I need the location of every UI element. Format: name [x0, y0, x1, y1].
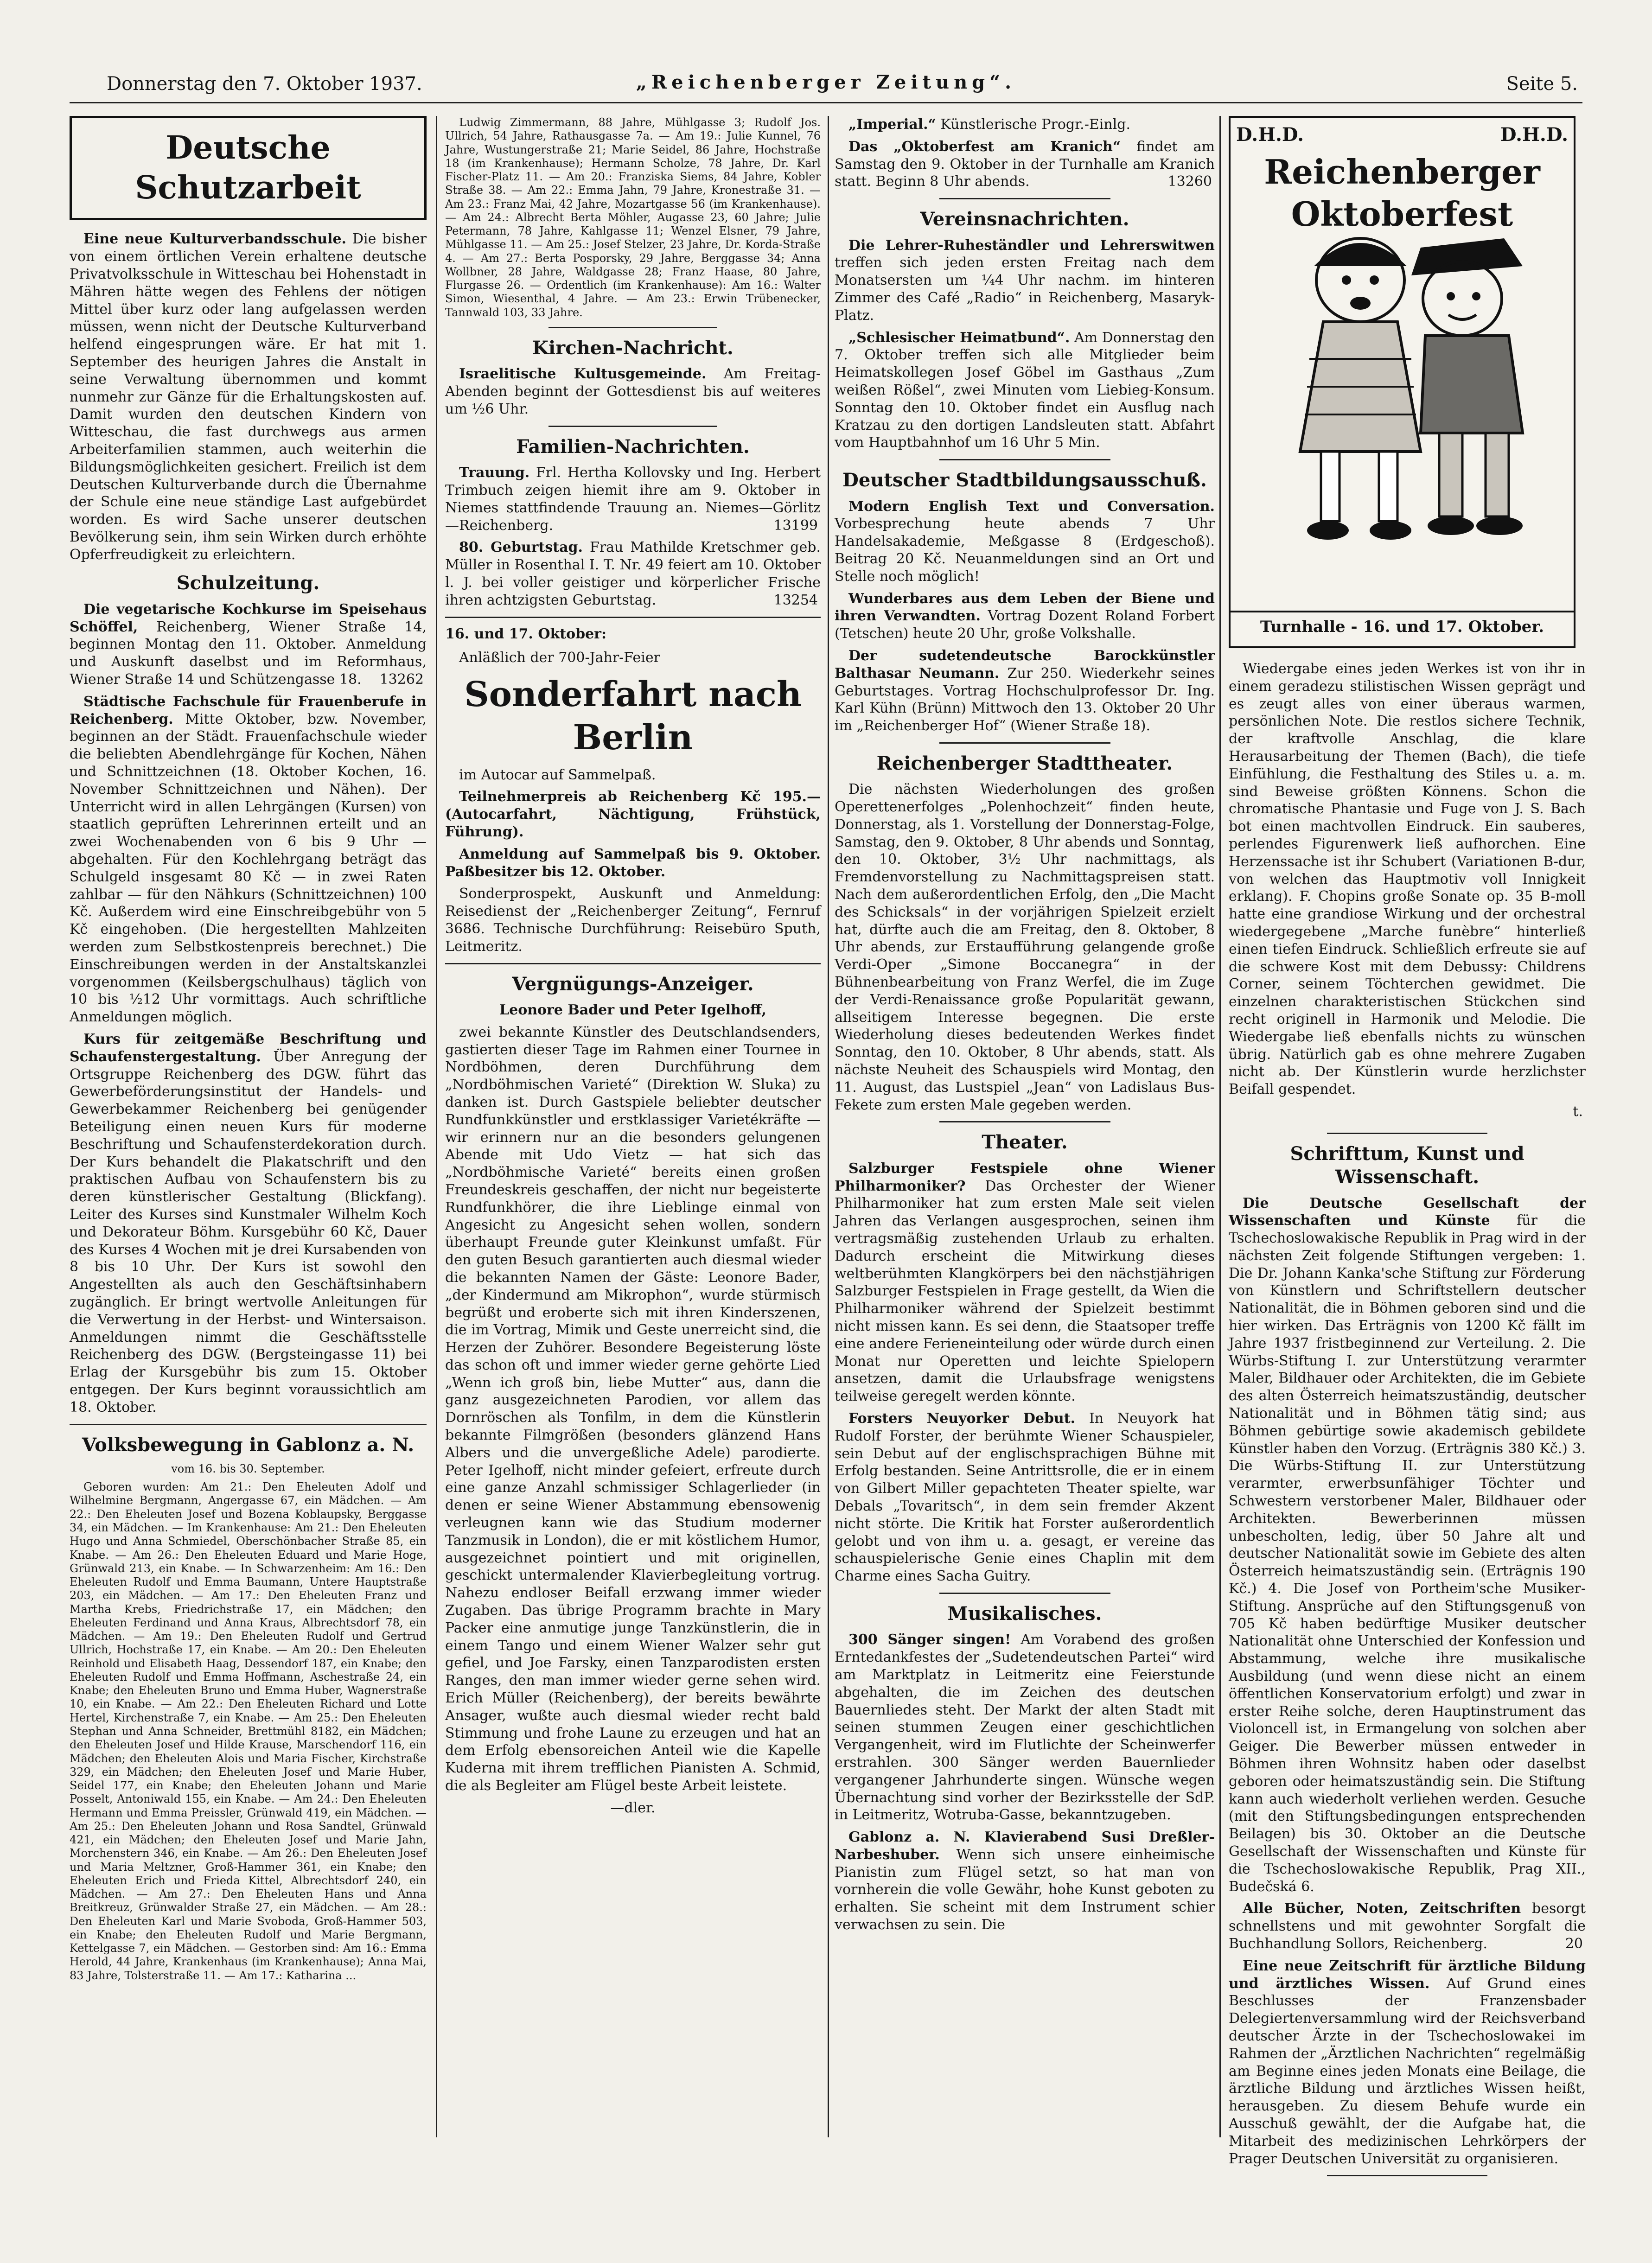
column-4 [1229, 116, 1586, 2167]
article-heimatbund: „Schlesischer Heimatbund“. Am Donnerstag den 7. Oktober treffen sich alle Mitglieder beim Heimatskollegen Josef Göbel im Gasthaus „Zum weißen Rößel“, zwei Minuten vom Liebieg-Konsum. Sonntag den 10. Oktober findet ein Ausflug nach Kratzau zu den dortigen Landsleuten statt. Abfahrt vom Hauptbahnhof um 16 Uhr 5 Min. [835, 329, 1215, 451]
heading-schulzeitung: Schulzeitung. [176, 572, 320, 594]
article-signature: —dler. [610, 1799, 656, 1816]
heading-musikalisches: Musikalisches. [947, 1602, 1102, 1625]
notice-sub: im Autocar auf Sammelpaß. [459, 766, 656, 783]
heading-vergnuegungs: Vergnügungs-Anzeiger. [512, 973, 754, 995]
article-fachschule: Städtische Fachschule für Frauenberufe in Reichenberg. Mitte Oktober, bzw. November, beginnen an der Städt. Frauenfachschule wieder die beliebten Abendlehrgänge für Kochen, Nähen und Schnittzeichnen (18. Oktober Kochen, 16. November Schnittzeichnen und Nähen). Der Unterricht wird in allen Lehrgängen (Kursen) von staatlich geprüften Lehrerinnen erteilt und an zwei Wochenabenden von 6 bis 9 Uhr — abgehalten. Für den Kochlehrgang beträgt das Schulgeld insgesamt 80 Kč — in zwei Raten zahlbar — für den Nähkurs (Schnittzeichnen) 100 Kč. Außerdem wird eine Einschreibgebühr von 5 Kč eingehoben. (Die hergestellten Mahlzeiten werden zum Selbstkostenpreis berechnet.) Die Einschreibungen werden in der Anstaltskanzlei vorgenommen (Keilsbergschulhaus) täglich von 10 bis ½12 Uhr vormittags. Auch schriftliche Anmeldungen möglich. [70, 693, 427, 1026]
volksbewegung-list: Geboren wurden: Am 21.: Den Eheleuten Adolf und Wilhelmine Bergmann, Angergasse 67, ein Mädchen. — Am 22.: Den Eheleuten Josef und Bozena Koblaupsky, Berggasse 34, ein Mädchen. — Im Krankenhause: Am 21.: Den Eheleuten Hugo und Anna Schmiedel, Oberschönbacher Straße 85, ein Knabe. — Am 26.: Den Eheleuten Eduard und Marie Hoge, Grünwald 213, ein Knabe. — In Schwarzenheim: Am 16.: Den Eheleuten Rudolf und Emma Baumann, Untere Hauptstraße 203, ein Mädchen. — Am 17.: Den Eheleuten Franz und Martha Krebs, Friedrichstraße 17, ein Mädchen; den Eheleuten Ferdinand und Anna Kraus, Albrechtsdorf 78, ein Mädchen. — Am 19.: Den Eheleuten Rudolf und Gertrud Ullrich, Hochstraße 17, ein Knabe. — Am 20.: Den Eheleuten Reinhold und Elisabeth Haag, Dessendorf 187, ein Knabe; den Eheleuten Rudolf und Emma Hoffmann, Aschestraße 24, ein Knabe; den Eheleuten Bruno und Emma Huber, Wagnerstraße 10, ein Knabe. — Am 22.: Den Eheleuten Richard und Lotte Hertel, Kirchenstraße 7, ein Knabe. — Am 25.: Den Eheleuten Stephan und Anna Schneider, Brettmühl 8182, ein Mädchen; den Eheleuten Josef und Hilde Krause, Marschendorf 116, ein Mädchen; den Eheleuten Alois und Maria Fischer, Kirchstraße 329, ein Mädchen; den Eheleuten Josef und Marie Huber, Seidel 177, ein Knabe; den Eheleuten Johann und Marie Posselt, Antoniwald 155, ein Knabe. — Am 24.: Den Eheleuten Hermann und Emma Preissler, Grünwald 419, ein Mädchen. — Am 25.: Den Eheleuten Johann und Rosa Sandtel, Grünwald 421, ein Mädchen; den Eheleuten Josef und Marie Jahn, Morchenstern 346, ein Knabe. — Am 26.: Den Eheleuten Josef und Maria Meltzner, Groß-Hammer 361, ein Knabe; den Eheleuten Erich und Frieda Kittel, Albrechtsdorf 240, ein Mädchen. — Am 27.: Den Eheleuten Hans und Anna Breitkreuz, Grünwalder Straße 27, ein Mädchen. — Am 28.: Den Eheleuten Karl und Marie Svoboda, Groß-Hammer 503, ein Knabe; den Eheleuten Rudolf und Marie Bergmann, Kettelgasse 7, ein Mädchen. — Gestorben sind: Am 16.: Emma Herold, 44 Jahre, Krankenhaus (im Krankenhause); Anna Mai, 83 Jahre, Tolsterstraße 11. — Am 17.: Katharina ... [70, 1480, 427, 1982]
column-2 [445, 116, 821, 2137]
heading-kirchen: Kirchen-Nachricht. [532, 337, 734, 359]
notice-occasion: Anläßlich der 700-Jahr-Feier [459, 650, 660, 666]
notice-date: 16. und 17. Oktober: [445, 625, 607, 642]
newspaper-title: „Reichenberger Zeitung“. [636, 71, 1016, 93]
ad-tag-left: D.H.D. [1236, 124, 1304, 146]
separator [445, 963, 821, 964]
article-english: Modern English Text und Conversation. Vorbesprechung heute abends 7 Uhr Handelsakademie, Meßgasse 8 (Erdgeschoß). Beitrag 20 Kč. Neuanmeldungen sind an Ort und Stelle noch möglich! [835, 498, 1215, 585]
notice-oktoberfest: Das „Oktoberfest am Kranich“ findet am Samstag den 9. Oktober in der Turnhalle am Kranich statt. Beginn 8 Uhr abends. 13260 [835, 138, 1215, 190]
vergnuegungs-names: Leonore Bader und Peter Igelhoff, [499, 1001, 766, 1018]
separator [939, 1121, 1110, 1122]
notice-price: Teilnehmerpreis ab Reichenberg Kč 195.— (Autocarfahrt, Nächtigung, Frühstück, Führung). [445, 789, 821, 840]
separator [1327, 1133, 1488, 1134]
notice-imperial: „Imperial.“ Künstlerische Progr.-Einlg. [848, 116, 1130, 133]
heading-volksbewegung: Volksbewegung in Gablonz a. N. [82, 1434, 415, 1456]
column-rule [436, 116, 437, 2137]
notice-info: Sonderprospekt, Auskunft und Anmeldung: Reisedienst der „Reichenberger Zeitung“, Fernruf 3686. Technische Durchführung: Reisebüro Sputh, Leitmeritz. [445, 886, 821, 955]
article-buecher: Alle Bücher, Noten, Zeitschriften besorgt schnellstens und mit gewohnter Sorgfalt die Buchhandlung Sollors, Reichenberg. 20 [1229, 1900, 1586, 1952]
article-salzburg: Salzburger Festspiele ohne Wiener Philharmoniker? Das Orchester der Wiener Philharmoniker hat zum ersten Male seit vielen Jahren das Verlangen ausgesprochen, seinen ihm vertragsmäßig zustehenden Urlaub zu erhalten. Dadurch erscheint die Mitwirkung dieses weltberühmten Klangkörpers bei den nächstjährigen Salzburger Festspielen in Frage gestellt, da Wien die Philharmoniker während der Spielzeit bestimmt nicht missen kann. Es sei denn, die Staatsoper treffe eine andere Ferieneinteilung oder würde durch einen Monat nur Operetten und leichte Spielopern ansetzen, damit die Urlaubsfrage wenigstens teilweise geregelt werden könnte. [835, 1160, 1215, 1405]
separator [939, 198, 1110, 199]
page-header [70, 70, 1582, 103]
notice-trauung: Trauung. Frl. Hertha Kollovsky und Ing. Herbert Trimbuch zeigen hiemit ihre am 9. Oktober in Niemes stattfindende Trauung an. Niemes—Görlitz—Reichenberg. 13199 [445, 465, 821, 534]
heading-vereinsnachrichten: Vereinsnachrichten. [920, 208, 1129, 230]
heading-stadttheater: Reichenberger Stadttheater. [876, 752, 1173, 774]
column-3 [835, 116, 1215, 2137]
article-barock: Der sudetendeutsche Barockkünstler Balthasar Neumann. Zur 250. Wiederkehr seines Geburtstages. Vortrag Hochschulprofessor Dr. Ing. Karl Kühn (Brünn) Mittwoch den 13. Oktober 20 Uhr im „Reichenberger Hof“ (Wiener Straße 18). [835, 647, 1215, 734]
article-forster: Forsters Neuyorker Debut. In Neuyork hat Rudolf Forster, der berühmte Wiener Schauspieler, sein Debut auf der englischsprachigen Bühne mit Erfolg bestanden. Seine Antrittsrolle, die er in einem von Gilbert Miller gepachteten Theater spielte, war Debals „Tovaritsch“, in dem sein fremder Akzent nicht störte. Die Kritik hat Forster außerordentlich gelobt und von ihm u. a. gesagt, er vereine das schauspielerische Genie eines Chaplin mit dem Charme eines Sacha Guitry. [835, 1410, 1215, 1585]
heading-schrifttum: Schrifttum, Kunst und Wissenschaft. [1290, 1142, 1524, 1188]
separator [70, 1424, 427, 1425]
separator [939, 1593, 1110, 1594]
article-saenger: 300 Sänger singen! Am Vorabend des großen Erntedankfestes der „Sudetendeutschen Partei“ wird am Marktplatz in Leitmeritz eine Feierstunde abgehalten, die im Zeichen des deutschen Bauernliedes steht. Der Markt der alten Stadt mit seinen stummen Zeugen einer geschichtlichen Vergangenheit, wird im Flutlichte der Scheinwerfer erstrahlen. 300 Sänger werden Bauernlieder vergangener Jahrhunderte singen. Wünsche wegen Übernachtung sind vorher der Bezirksstelle der SdP. in Leitmeritz, Wotruba-Gasse, bekanntzugeben. [835, 1632, 1215, 1823]
article-biene: Wunderbares aus dem Leben der Biene und ihren Verwandten. Vortrag Dozent Roland Forbert (Tetschen) heute 20 Uhr, große Volkshalle. [835, 590, 1215, 642]
article-stadttheater: Die nächsten Wiederholungen des großen Operettenerfolges „Polenhochzeit“ finden heute, Donnerstag, als 1. Vorstellung der Donnerstag-Folge, Samstag, den 9. Oktober, 8 Uhr abends und Sonntag, den 10. Oktober, 3½ Uhr nachmittags, als Fremdenvorstellung zu Nachmittagspreisen statt. Nach dem außerordentlichen Erfolg, den „Die Macht des Schicksals“ in der vorjährigen Spielzeit erzielt hat, dürfte auch die am Freitag, den 8. Oktober, 8 Uhr abends, zur Erstaufführung gelangende große Verdi-Oper „Simone Boccanegra“ in der Bühnenbearbeitung von Franz Werfel, die im Zuge der Verdi-Renaissance große Popularität gewann, allseitigem Interesse begegnen. Die erste Wiederholung dieses bedeutenden Werkes findet Sonntag, den 10. Oktober, 8 Uhr abends, statt. Als nächste Neuheit des Schauspiels wird Montag, den 11. August, das Lustspiel „Jean“ von Ladislaus Bus-Fekete zum ersten Male gegeben werden. [835, 781, 1215, 1113]
separator [549, 426, 718, 427]
deaths-list: Ludwig Zimmermann, 88 Jahre, Mühlgasse 3; Rudolf Jos. Ullrich, 54 Jahre, Rathausgasse 7a. — Am 19.: Julie Kunnel, 76 Jahre, Wustungerstraße 21; Marie Seidel, 86 Jahre, Hochstraße 18 (im Krankenhause); Hermann Scholze, 78 Jahre, Dr. Karl Fischer-Platz 11. — Am 20.: Franziska Siems, 84 Jahre, Kobler Straße 38. — Am 22.: Emma Jahn, 79 Jahre, Kronestraße 31. — Am 23.: Franz Mai, 42 Jahre, Mozartgasse 56 (im Krankenhause). — Am 24.: Albrecht Berta Möhler, Augasse 23, 60 Jahre; Julie Petermann, 78 Jahre, Kahlgasse 11; Wenzel Elsner, 79 Jahre, Mühlgasse 11. — Am 25.: Josef Stelzer, 23 Jahre, Dr. Korda-Straße 4. — Am 27.: Berta Posporsky, 29 Jahre, Berggasse 34; Anna Wollbner, 28 Jahre, Waldgasse 28; Franz Haase, 80 Jahre, Flurgasse 26. — Ordentlich (im Krankenhause): Am 16.: Walter Simon, Wiesenthal, 4 Jahre. — Am 23.: Erwin Trübenecker, Tannwald 103, 33 Jahre. [445, 116, 821, 319]
dancing-couple-illustration [1244, 210, 1560, 563]
header-date: Donnerstag den 7. Oktober 1937. [107, 73, 422, 95]
article-beschriftungskurs: Kurs für zeitgemäße Beschriftung und Schaufenstergestaltung. Über Anregung der Ortsgruppe Reichenberg des DGW. führt das Gewerbeförderungsinstitut der Handels- und Gewerbekammer Reichenberg bei genügender Beteiligung einen neuen Kurs für moderne Beschriftung und Schaufensterdekoration durch. Der Kurs behandelt die Plakatschrift und den praktischen Aufbau von Schaufenstern bis zu deren künstlerischer Gestaltung (Blickfang). Leiter des Kurses sind Kunstmaler Wilhelm Koch und Dekorateur Böhm. Kursgebühr 60 Kč, Dauer des Kurses 4 Wochen mit je drei Kursabenden von 8 bis 10 Uhr. Der Kurs ist sowohl den Angestellten als auch den Geschäftsinhabern zugänglich. Er bringt wertvolle Anleitungen für die Verwertung in der Herbst- und Wintersaison. Anmeldungen nimmt die Geschäftsstelle Reichenberg des DGW. (Bergsteingasse 11) bei Erlag der Kursgebühr bis zum 15. Oktober entgegen. Der Kurs beginnt voraussichtlich am 18. Oktober. [70, 1031, 427, 1415]
separator [939, 459, 1110, 460]
ad-tag-right: D.H.D. [1500, 124, 1568, 146]
notice-anmeldung: Anmeldung auf Sammelpaß bis 9. Oktober. Paßbesitzer bis 12. Oktober. [445, 846, 821, 880]
volksbewegung-period: vom 16. bis 30. September. [171, 1462, 325, 1475]
page-number: Seite 5. [1506, 73, 1578, 95]
article-gesellschaft: Die Deutsche Gesellschaft der Wissenschaften und Künste für die Tschechoslowakische Republik in Prag wird in der nächsten Zeit folgende Stiftungen vergeben: 1. Die Dr. Johann Kanka'sche Stiftung zur Förderung von Künstlern und Schriftstellern deutscher Nationalität, die in Böhmen geboren sind und die hier wirken. Das Erträgnis von 1200 Kč fällt im Jahre 1937 fristbeginnend zur Verteilung. 2. Die Würbs-Stiftung I. zur Unterstützung verarmter Maler, Bildhauer oder Architekten, die im Gebiete des alten Österreich heimatszuständig, deutscher Nationalität und in Böhmen tätig sind; aus Böhmen gebürtige sowie akademisch gebildete Künstler haben den Vorzug. (Erträgnis 380 Kč.) 3. Die Würbs-Stiftung II. zur Unterstützung verarmter, erwerbsunfähiger Töchter und Schwestern verstorbener Maler, Bildhauer oder Architekten. Bewerberinnen müssen unbescholten, ledig, über 50 Jahre alt und deutscher Nationalität sowie im Gebiete des alten Österreich heimatszuständig sein. (Erträgnis 190 Kč.) 4. Die Josef von Portheim'sche Musiker-Stiftung. Ansprüche auf den Stiftungsgenuß von 705 Kč haben bedürftige Musiker deutscher Nationalität ohne Unterschied der Konfession und Abstammung, welche ihre musikalische Ausbildung (und wenn diese nicht an einem öffentlichen Konservatorium erfolgt) und zwar in erster Reihe solche, deren Hauptinstrument das Violoncell ist, in Ermangelung von solchen aber Geiger. Die Bewerber müssen entweder in Böhmen ihren Wohnsitz haben oder daselbst geboren oder heimatszuständig sein. Die Stiftung kann auch wiederholt verliehen werden. Gesuche (mit den Stiftungsbedingungen entsprechenden Beilagen) bis 30. Oktober an die Deutsche Gesellschaft der Wissenschaften und Künste für die Tschechoslowakische Republik, Prag XII., Budečská 6. [1229, 1195, 1586, 1895]
article-zeitschrift: Eine neue Zeitschrift für ärztliche Bildung und ärztliches Wissen. Auf Grund eines Beschlusses der Franzensbader Delegiertenversammlung wird der Reichsverband deutscher Ärzte in der Tschechoslowakei im Rahmen der „Ärztlichen Nachrichten“ regelmäßig am Beginne eines jeden Monats eine Beilage, die ärztliche Bildung und ärztliches Wissen heißt, herausgeben. Zu diesem Behufe wurde ein Ausschuß gewählt, der die Aufgabe hat, die Mitarbeit des medizinischen Lehrkörpers der Prager Deutschen Universität zu organisieren. [1229, 1957, 1586, 2167]
separator [445, 617, 821, 618]
separator [939, 742, 1110, 744]
article-lehrer: Die Lehrer-Ruheständler und Lehrerswitwen treffen sich jeden ersten Freitag nach dem Monatsersten um ¼4 Uhr nachm. im hinteren Zimmer des Café „Radio“ in Reichenberg, Masaryk-Platz. [835, 237, 1215, 324]
heading-theater: Theater. [982, 1131, 1068, 1154]
ad-title: Reichenberger Oktoberfest [1264, 152, 1540, 234]
heading-familien: Familien-Nachrichten. [516, 435, 750, 458]
notice-sonderfahrt: Sonderfahrt nach Berlin [464, 675, 802, 758]
article-signature: t. [1573, 1103, 1583, 1120]
oktoberfest-advertisement [1229, 116, 1575, 648]
heading-stadtbildung: Deutscher Stadtbildungsausschuß. [842, 469, 1207, 491]
article-klavierabend: Gablonz a. N. Klavierabend Susi Dreßler-Narbeshuber. Wenn sich unsere einheimische Pianistin zum Flügel setzt, so hat man von vornherein die volle Gewähr, hohe Kunst geboten zu erhalten. Sie scheint mit dem Instrument schier verwachsen zu sein. Die [835, 1829, 1215, 1933]
article-klavierabend-continued: Wiedergabe eines jeden Werkes ist von ihr in einem geradezu stilistischen Wissen geprägt und es zeugt alles von einer überaus warmen, persönlichen Note. Die restlos sichere Technik, der kraftvolle Anschlag, die klare Herausarbeitung der Themen (Bach), die tiefe Einfühlung, die Festhaltung des Stiles u. a. m. sind Beweise größten Könnens. Schon die chromatische Phantasie und Fuge von J. S. Bach bot einen machtvollen Eindruck. Ein sauberes, perlendes Figurenwerk ließ aufhorchen. Eine Herzenssache ist ihr Schubert (Variationen B-dur, von welchen das Hauptmotiv voll Innigkeit erklang). F. Chopins große Sonate op. 35 B-moll hatte eine grandiose Wirkung und der orchestral wiedergegebene „Marche funèbre“ hinterließ einen tiefen Eindruck. Schließlich erfreute sie auf die schwere Kost mit dem Debussy: Childrens Corner, seinem Töchterchen gewidmet. Die einzelnen charakteristischen Stückchen sind recht originell in Harmonik und Melodie. Die Wiedergabe ließ ebenfalls nichts zu wünschen übrig. Natürlich gab es ohne mehrere Zugaben nicht ab. Der Künstlerin wurde herzlichster Beifall gespendet. [1229, 661, 1586, 1098]
article-kulturverbandsschule: Eine neue Kulturverbandsschule. Die bisher von einem örtlichen Verein erhaltene deutsche Privatvolksschule in Witteschau bei Hohenstadt in Mähren hätte wegen des Fehlens der nötigen Mittel über kurz oder lang aufgelassen werden müssen, wenn nicht der Deutsche Kulturverband helfend eingesprungen wäre. Er hat mit 1. September des heurigen Jahres die Anstalt in seine Verwaltung übernommen und kommt nunmehr zur Gänze für die Erhaltungskosten auf. Damit wurden den deutschen Kindern von Witteschau, die fast durchwegs aus armen Arbeiterfamilien stammen, auch weiterhin die Bildungsmöglichkeiten gesichert. Freilich ist dem Deutschen Kulturverbande durch die Übernahme der Schule eine neue ständige Last aufgebürdet worden. Es wird Sache unserer deutschen Bevölkerung sein, ihm sein Wirken durch erhöhte Opferfreudigkeit zu erleichtern. [70, 231, 427, 563]
article-kultusgemeinde: Israelitische Kultusgemeinde. Am Freitag-Abenden beginnt der Gottesdienst bis auf weiteres um ½6 Uhr. [445, 366, 821, 417]
column-rule [828, 116, 829, 2137]
column-rule [1219, 116, 1221, 2137]
article-kochkurse: Die vegetarische Kochkurse im Speisehaus Schöffel, Reichenberg, Wiener Straße 14, beginnen Montag den 11. Oktober. Anmeldung und Auskunft daselbst und im Reformhaus, Wiener Straße 14 und Schützengasse 18. 13262 [70, 601, 427, 688]
section-title-schutzarbeit: Deutsche Schutzarbeit [70, 116, 427, 220]
notice-geburtstag: 80. Geburtstag. Frau Mathilde Kretschmer geb. Müller in Rosenthal I. T. Nr. 49 feiert am 10. Oktober l. J. bei voller geistiger und körperlicher Frische ihren achtzigsten Geburtstag. 13254 [445, 539, 821, 608]
column-1 [70, 116, 427, 2137]
article-vergnuegungs: zwei bekannte Künstler des Deutschlandsenders, gastierten dieser Tage im Rahmen einer Tournee in Nordböhmen, deren Durchführung dem „Nordböhmischen Varieté“ (Direktion W. Sluka) zu danken ist. Durch Gastspiele beliebter deutscher Rundfunkkünstler und erstklassiger Varietékräfte — wir erinnern nur an die besonders gelungenen Abende mit Udo Vietz — hat sich das „Nordböhmische Varieté“ bereits einen großen Freundeskreis geschaffen, der nicht nur begeisterte Rundfunkhörer, die ihre Lieblinge einmal von Angesicht zu Angesicht sehen wollen, sondern überhaupt Freunde guter Kleinkunst umfaßt. Für den guten Besuch garantierten auch diesmal wieder die bekannten Namen der Gäste: Leonore Bader, „der Kindermund am Mikrophon“, wurde stürmisch begrüßt und eroberte sich mit ihren Kinderszenen, die im Vortrag, Mimik und Geste unerreicht sind, die Herzen der Zuhörer. Besondere Begeisterung löste das schon oft und immer wieder gerne gehörte Lied „Wenn ich groß bin, liebe Mutter“ aus, dann die ganz ausgezeichneten Parodien, vor allem das Dornröschen als Tonfilm, in dem die Künstlerin bekannte Filmgrößen (besonders glänzend Hans Albers und die unvergeßliche Adele) parodierte. Peter Igelhoff, nicht minder gefeiert, erfreute durch eine ganze Anzahl schmissiger Schlagerlieder (in denen er seine Wiener Abstammung ebensowenig verleugnen kann wie das Studium moderner Tanzmusik in London), die er mit köstlichem Humor, ausgezeichnet pointiert und mit originellen, geschickt untermalender Klavierbegleitung vortrug. Nahezu endloser Beifall erzwang immer wieder Zugaben. Das übrige Programm brachte in Mary Packer eine anmutige junge Tanzkünstlerin, die in einem Tango und einem Wiener Walzer sehr gut gefiel, und Joe Farsky, einen Tanzparodisten ersten Ranges, den man immer wieder gerne sehen wird. Erich Müller (Reichenberg), der bereits bewährte Ansager, wußte auch diesmal wieder recht bald Stimmung und frohe Laune zu erzeugen und hat an dem Erfolg ebensoreichen Anteil wie die Kapelle Kuderna mit ihrem trefflichen Pianisten A. Schmid, die als Begleiter am Flügel beste Arbeit leistete. [445, 1024, 821, 1794]
separator [1327, 2175, 1488, 2176]
separator [549, 327, 718, 328]
ad-footer: Turnhalle - 16. und 17. Oktober. [1231, 611, 1574, 637]
